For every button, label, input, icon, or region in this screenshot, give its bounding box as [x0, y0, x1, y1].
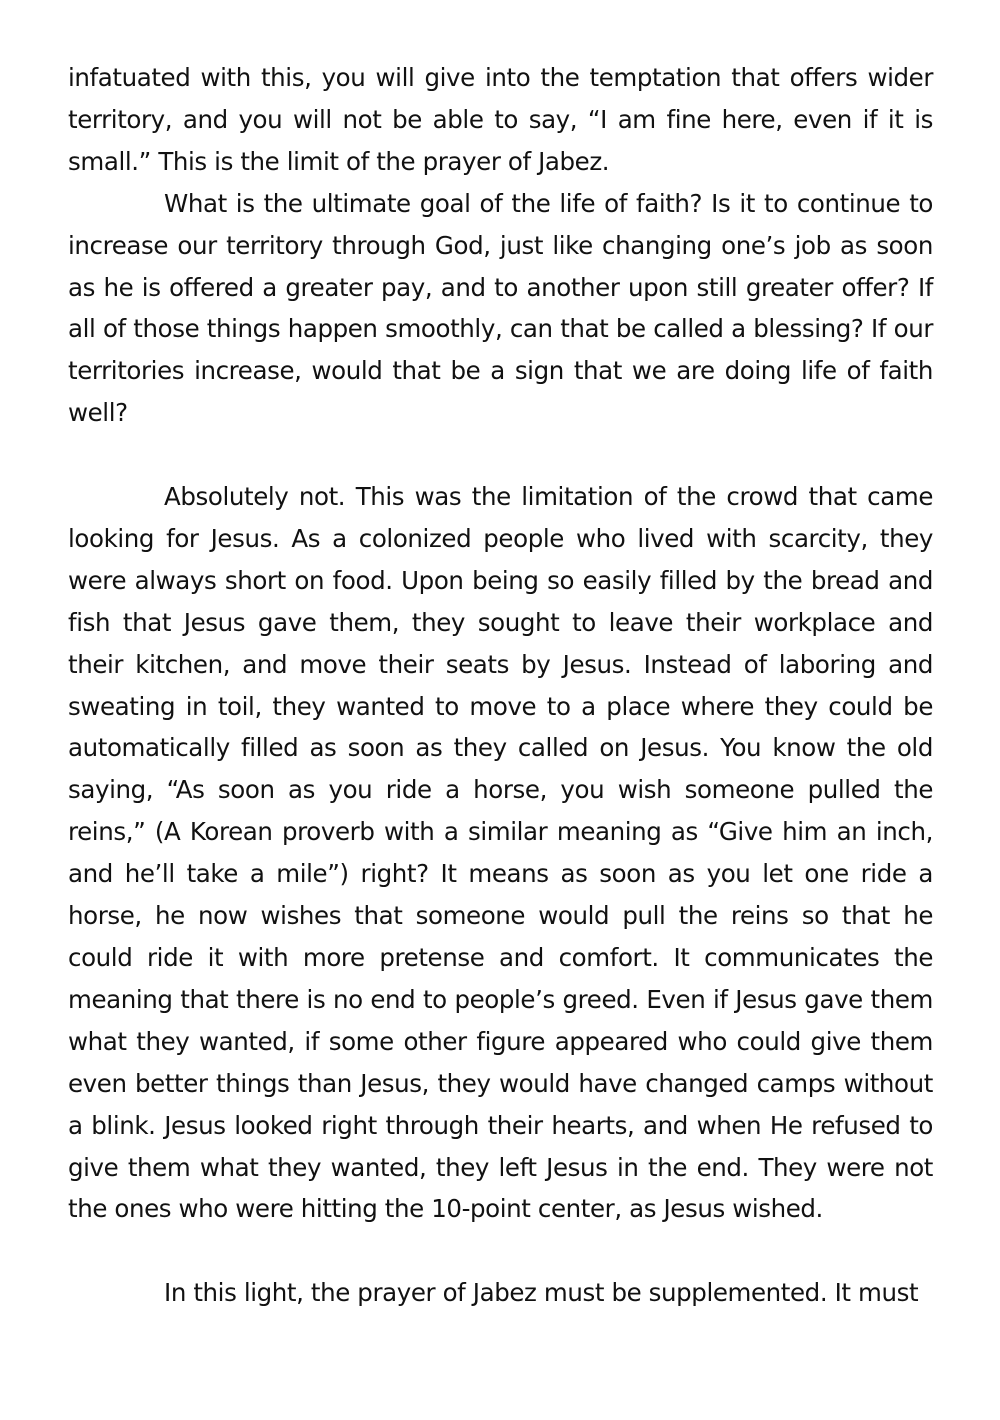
paragraph-ultimate-goal: What is the ultimate goal of the life of faith? Is it to continue to increase our territory through God, just like changing one’s job as soon as he is offered a greater pay, and to another upon still greater offer? If all of those things happen smoothly, can that be called a blessing? If our territories increase, would that be a sign that we are doing life of faith well?: [68, 188, 933, 428]
paragraph-continuation: infatuated with this, you will give into the temptation that offers wider territory, and you will not be able to say, “I am fine here, even if it is small.” This is the limit of the prayer of Jabez.: [68, 63, 933, 176]
paragraph-in-this-light: In this light, the prayer of Jabez must be supplemented. It must: [164, 1278, 919, 1308]
paragraph-spacer: [68, 434, 933, 476]
document-page: [68, 57, 933, 1314]
paragraph-absolutely-not: Absolutely not. This was the limitation of the crowd that came looking for Jesus. As a colonized people who lived with scarcity, they were always short on food. Upon being so easily filled by the bread and fish that Jesus gave them, they sought to leave their workplace and their kitchen, and move their seats by Jesus. Instead of laboring and sweating in toil, they wanted to move to a place where they could be automatically filled as soon as they called on Jesus. You know the old saying, “As soon as you ride a horse, you wish someone pulled the reins,” (A Korean proverb with a similar meaning as “Give him an inch, and he’ll take a mile”) right? It means as soon as you let one ride a horse, he now wishes that someone would pull the reins so that he could ride it with more pretense and comfort. It communicates the meaning that there is no end to people’s greed. Even if Jesus gave them what they wanted, if some other figure appeared who could give them even better things than Jesus, they would have changed camps without a blink. Jesus looked right through their hearts, and when He refused to give them what they wanted, they left Jesus in the end. They were not the ones who were hitting the 10-point center, as Jesus wished.: [68, 482, 933, 1224]
paragraph-spacer: [68, 1230, 933, 1272]
